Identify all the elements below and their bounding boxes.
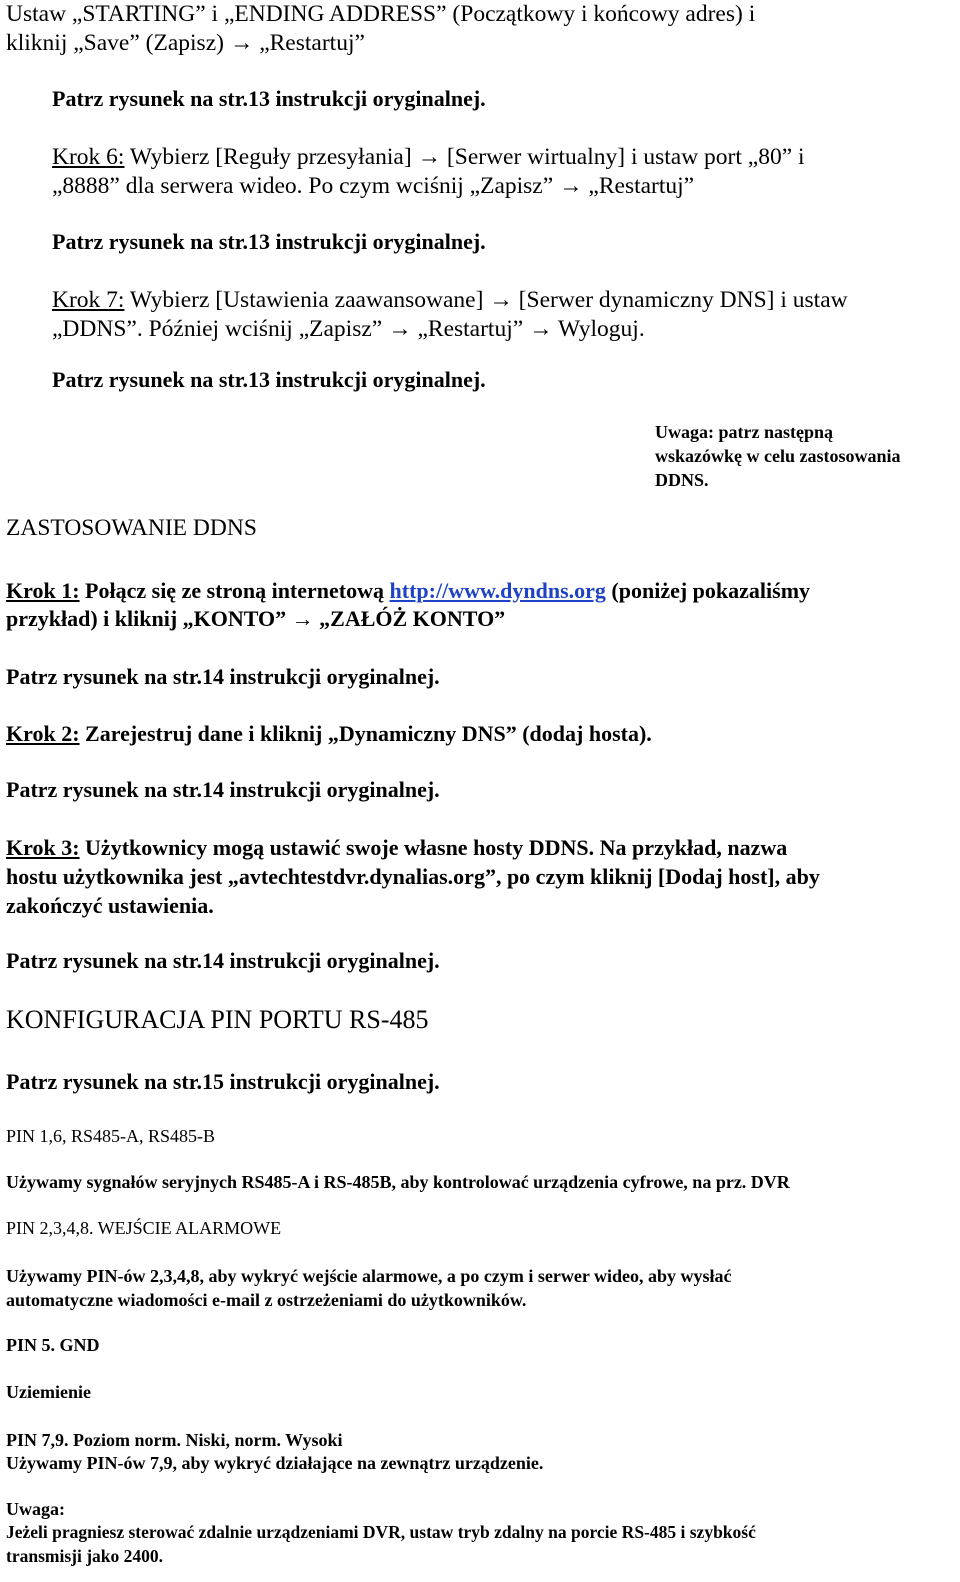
figure-reference: Patrz rysunek na str.14 instrukcji oryginalnej. — [6, 777, 440, 802]
ddns-step-2 — [6, 720, 652, 748]
figure-reference: Patrz rysunek na str.14 instrukcji oryginalnej. — [6, 664, 440, 689]
step-7-text: Wybierz [Ustawienia zaawansowane] → [Serwer dynamiczny DNS] i ustaw — [124, 287, 848, 313]
ddns-step-1-text-end: (poniżej pokazaliśmy — [605, 578, 811, 603]
pin-1-6-desc: Używamy sygnałów seryjnych RS485-A i RS-485B, aby kontrolować urządzenia cyfrowe, na prz. DVR — [6, 1172, 790, 1192]
figure-reference: Patrz rysunek na str.13 instrukcji oryginalnej. — [52, 86, 486, 111]
ddns-step-1-label: Krok 1: — [6, 578, 80, 603]
ddns-step-1-text: Połącz się ze stroną internetową — [79, 578, 390, 603]
pin-2-3-4-8-desc-line-2: automatyczne wiadomości e-mail z ostrzeżeniami do użytkowników. — [6, 1290, 527, 1310]
ddns-step-3-label: Krok 3: — [6, 835, 80, 860]
pin-1-6-title: PIN 1,6, RS485-A, RS485-B — [6, 1126, 216, 1146]
step-7-line-1 — [52, 286, 848, 315]
pin-7-9-title: PIN 7,9. Poziom norm. Niski, norm. Wysoki — [6, 1430, 343, 1450]
pin-7-9-desc: Używamy PIN-ów 7,9, aby wykryć działające na zewnątrz urządzenie. — [6, 1453, 544, 1473]
ddns-note-line-2: wskazówkę w celu zastosowania — [655, 446, 901, 466]
warning-label: Uwaga: — [6, 1499, 65, 1519]
step-6-line-1 — [52, 143, 805, 172]
step-7-line-2: „DDNS”. Później wciśnij „Zapisz” → „Restartuj” → Wyloguj. — [52, 316, 645, 342]
ddns-note-line-1: Uwaga: patrz następną — [655, 422, 833, 442]
step-6-line-2: „8888” dla serwera wideo. Po czym wciśnij „Zapisz” → „Restartuj” — [52, 173, 695, 199]
warning-line-2: transmisji jako 2400. — [6, 1546, 164, 1566]
ddns-step-3-line-3: zakończyć ustawienia. — [6, 893, 214, 918]
figure-reference: Patrz rysunek na str.14 instrukcji oryginalnej. — [6, 948, 440, 973]
intro-line-2: kliknij „Save” (Zapisz) → „Restartuj” — [6, 30, 365, 56]
ddns-step-3-text: Użytkownicy mogą ustawić swoje własne hosty DDNS. Na przykład, nazwa — [79, 835, 788, 860]
intro-line-1: Ustaw „STARTING” i „ENDING ADDRESS” (Początkowy i końcowy adres) i — [6, 1, 756, 27]
figure-reference: Patrz rysunek na str.13 instrukcji oryginalnej. — [52, 367, 486, 392]
ddns-step-3-line-2: hostu użytkownika jest „avtechtestdvr.dynalias.org”, po czym kliknij [Dodaj host], aby — [6, 864, 820, 889]
step-6-text: Wybierz [Reguły przesyłania] → [Serwer wirtualny] i ustaw port „80” i — [124, 144, 805, 170]
ddns-step-3-line-1 — [6, 834, 787, 862]
step-7-label: Krok 7: — [52, 287, 125, 313]
pin-2-3-4-8-desc-line-1: Używamy PIN-ów 2,3,4,8, aby wykryć wejście alarmowe, a po czym i serwer wideo, aby wysłać — [6, 1266, 732, 1286]
ddns-step-2-text: Zarejestruj dane i kliknij „Dynamiczny DNS” (dodaj hosta). — [79, 721, 652, 746]
ddns-step-1-line-1 — [6, 577, 810, 605]
ddns-step-2-label: Krok 2: — [6, 721, 80, 746]
pin-5-title: PIN 5. GND — [6, 1335, 100, 1355]
figure-reference: Patrz rysunek na str.13 instrukcji oryginalnej. — [52, 229, 486, 254]
rs485-heading: KONFIGURACJA PIN PORTU RS-485 — [6, 1005, 429, 1034]
step-6-label: Krok 6: — [52, 144, 125, 170]
ddns-note-line-3: DDNS. — [655, 470, 709, 490]
ddns-note — [655, 420, 901, 492]
pin-5-desc: Uziemienie — [6, 1382, 91, 1402]
ddns-step-1-line-2: przykład) i kliknij „KONTO” → „ZAŁÓŻ KONTO” — [6, 606, 506, 631]
figure-reference: Patrz rysunek na str.15 instrukcji oryginalnej. — [6, 1069, 440, 1094]
warning-line-1: Jeżeli pragniesz sterować zdalnie urządzeniami DVR, ustaw tryb zdalny na porcie RS-485 i szybkość — [6, 1522, 756, 1542]
dyndns-link[interactable]: http://www.dyndns.org — [389, 578, 606, 603]
ddns-heading: ZASTOSOWANIE DDNS — [6, 515, 257, 541]
pin-2-3-4-8-title: PIN 2,3,4,8. WEJŚCIE ALARMOWE — [6, 1218, 282, 1238]
